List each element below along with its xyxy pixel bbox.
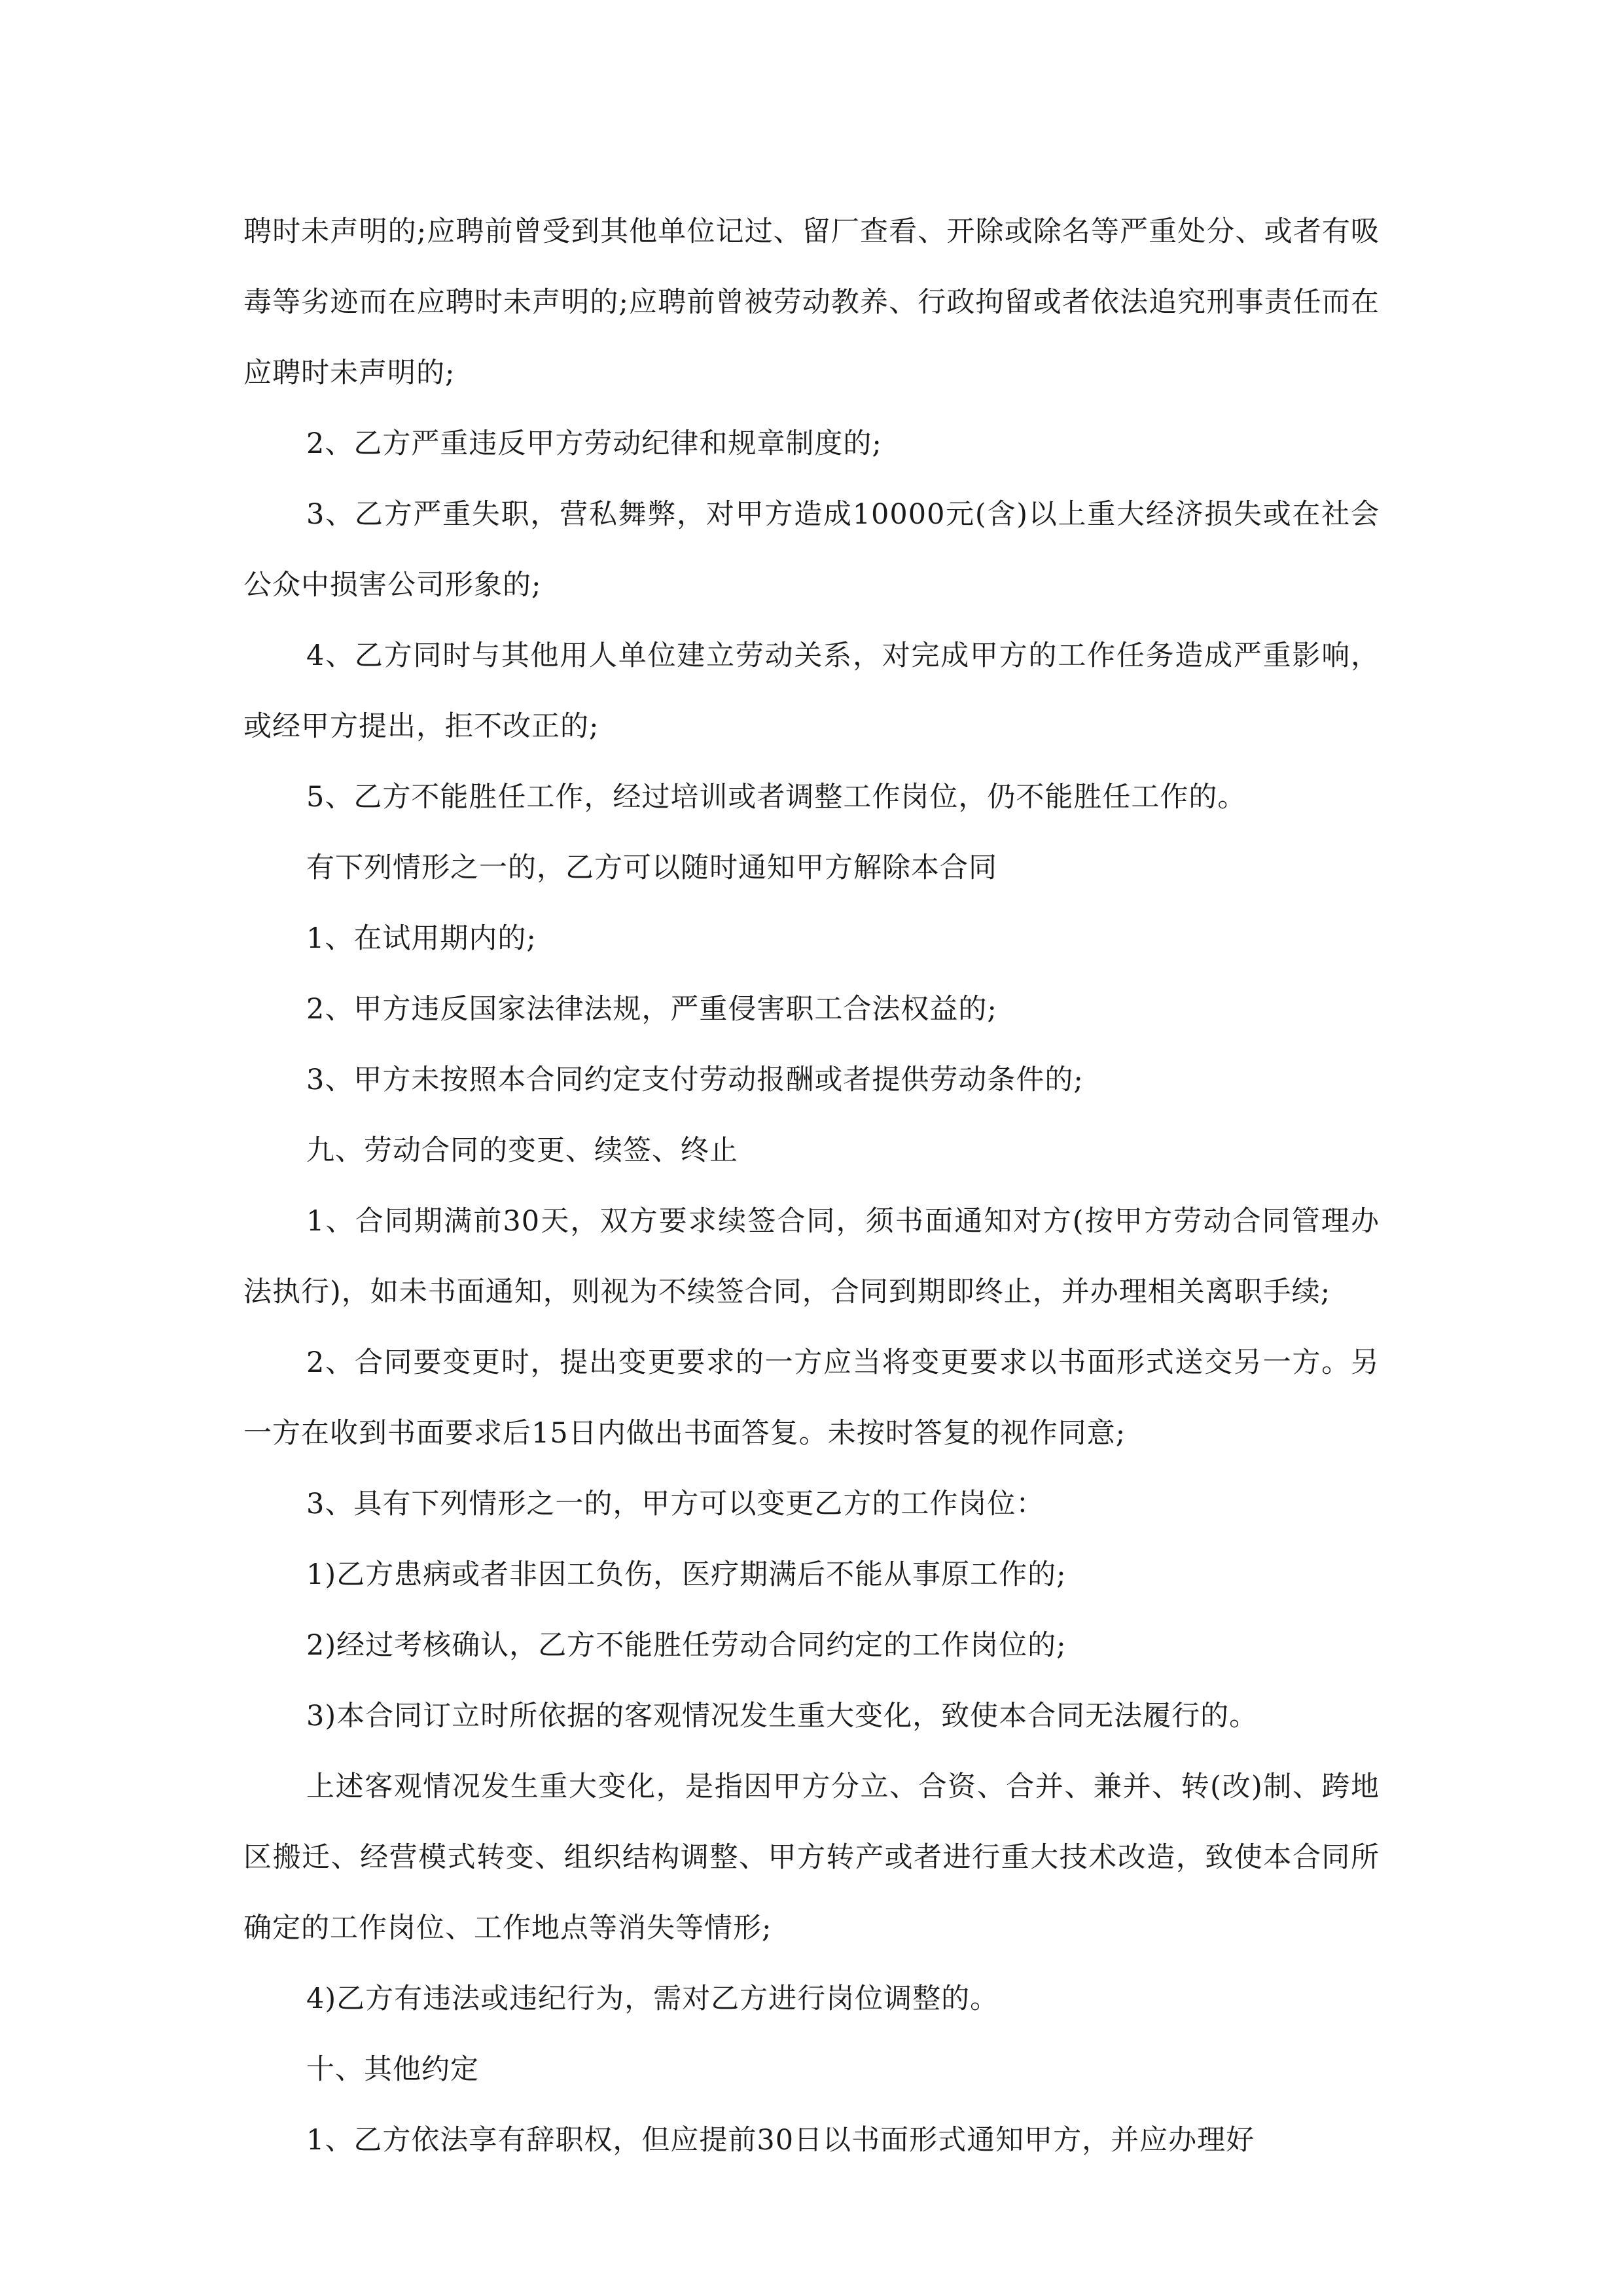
- paragraph-section9-clause-3: 3、具有下列情形之一的，甲方可以变更乙方的工作岗位：: [306, 1488, 1045, 1520]
- paragraph-employee-termination-intro: 有下列情形之一的，乙方可以随时通知甲方解除本合同: [306, 852, 997, 884]
- paragraph-section9-clause-2: 2、合同要变更时，提出变更要求的一方应当将变更要求以书面形式送交另一方。另一方在收到书面要求后15日内做出书面答复。未按时答复的视作同意;: [243, 1346, 1380, 1450]
- paragraph-clause-2: 2、乙方严重违反甲方劳动纪律和规章制度的;: [306, 427, 882, 460]
- paragraph-employee-clause-2: 2、甲方违反国家法律法规，严重侵害职工合法权益的;: [306, 993, 997, 1026]
- paragraph-section9-clause-1: 1、合同期满前30天，双方要求续签合同，须书面通知对方(按甲方劳动合同管理办法执行)，如未书面通知，则视为不续签合同，合同到期即终止，并办理相关离职手续;: [243, 1205, 1380, 1308]
- paragraph-employee-clause-3: 3、甲方未按照本合同约定支付劳动报酬或者提供劳动条件的;: [306, 1064, 1084, 1096]
- section-heading-10: 十、其他约定: [306, 2053, 479, 2086]
- paragraph-subclause-3: 3)本合同订立时所依据的客观情况发生重大变化，致使本合同无法履行的。: [306, 1700, 1258, 1732]
- document-body: [243, 196, 1380, 2176]
- paragraph-subclause-3-explanation: 上述客观情况发生重大变化，是指因甲方分立、合资、合并、兼并、转(改)制、跨地区搬迁、经营模式转变、组织结构调整、甲方转产或者进行重大技术改造，致使本合同所确定的工作岗位、工作地点等消失等情形;: [243, 1770, 1380, 1945]
- paragraph-subclause-4: 4)乙方有违法或违纪行为，需对乙方进行岗位调整的。: [306, 1982, 999, 2015]
- section-heading-9: 九、劳动合同的变更、续签、终止: [306, 1134, 738, 1167]
- paragraph-clause-4: 4、乙方同时与其他用人单位建立劳动关系，对完成甲方的工作任务造成严重影响，或经甲方提出，拒不改正的;: [243, 639, 1380, 743]
- paragraph-employee-clause-1: 1、在试用期内的;: [306, 922, 537, 955]
- paragraph-subclause-2: 2)经过考核确认，乙方不能胜任劳动合同约定的工作岗位的;: [306, 1629, 1067, 1662]
- paragraph-clause-5: 5、乙方不能胜任工作，经过培训或者调整工作岗位，仍不能胜任工作的。: [306, 781, 1247, 814]
- paragraph-section10-clause-1: 1、乙方依法享有辞职权，但应提前30日以书面形式通知甲方，并应办理好: [306, 2124, 1255, 2157]
- paragraph-continuation: 聘时未声明的;应聘前曾受到其他单位记过、留厂查看、开除或除名等严重处分、或者有吸毒等劣迹而在应聘时未声明的;应聘前曾被劳动教养、行政拘留或者依法追究刑事责任而在应聘时未声明的;: [243, 215, 1380, 389]
- paragraph-subclause-1: 1)乙方患病或者非因工负伤，医疗期满后不能从事原工作的;: [306, 1558, 1067, 1591]
- paragraph-clause-3: 3、乙方严重失职，营私舞弊，对甲方造成10000元(含)以上重大经济损失或在社会公众中损害公司形象的;: [243, 498, 1380, 601]
